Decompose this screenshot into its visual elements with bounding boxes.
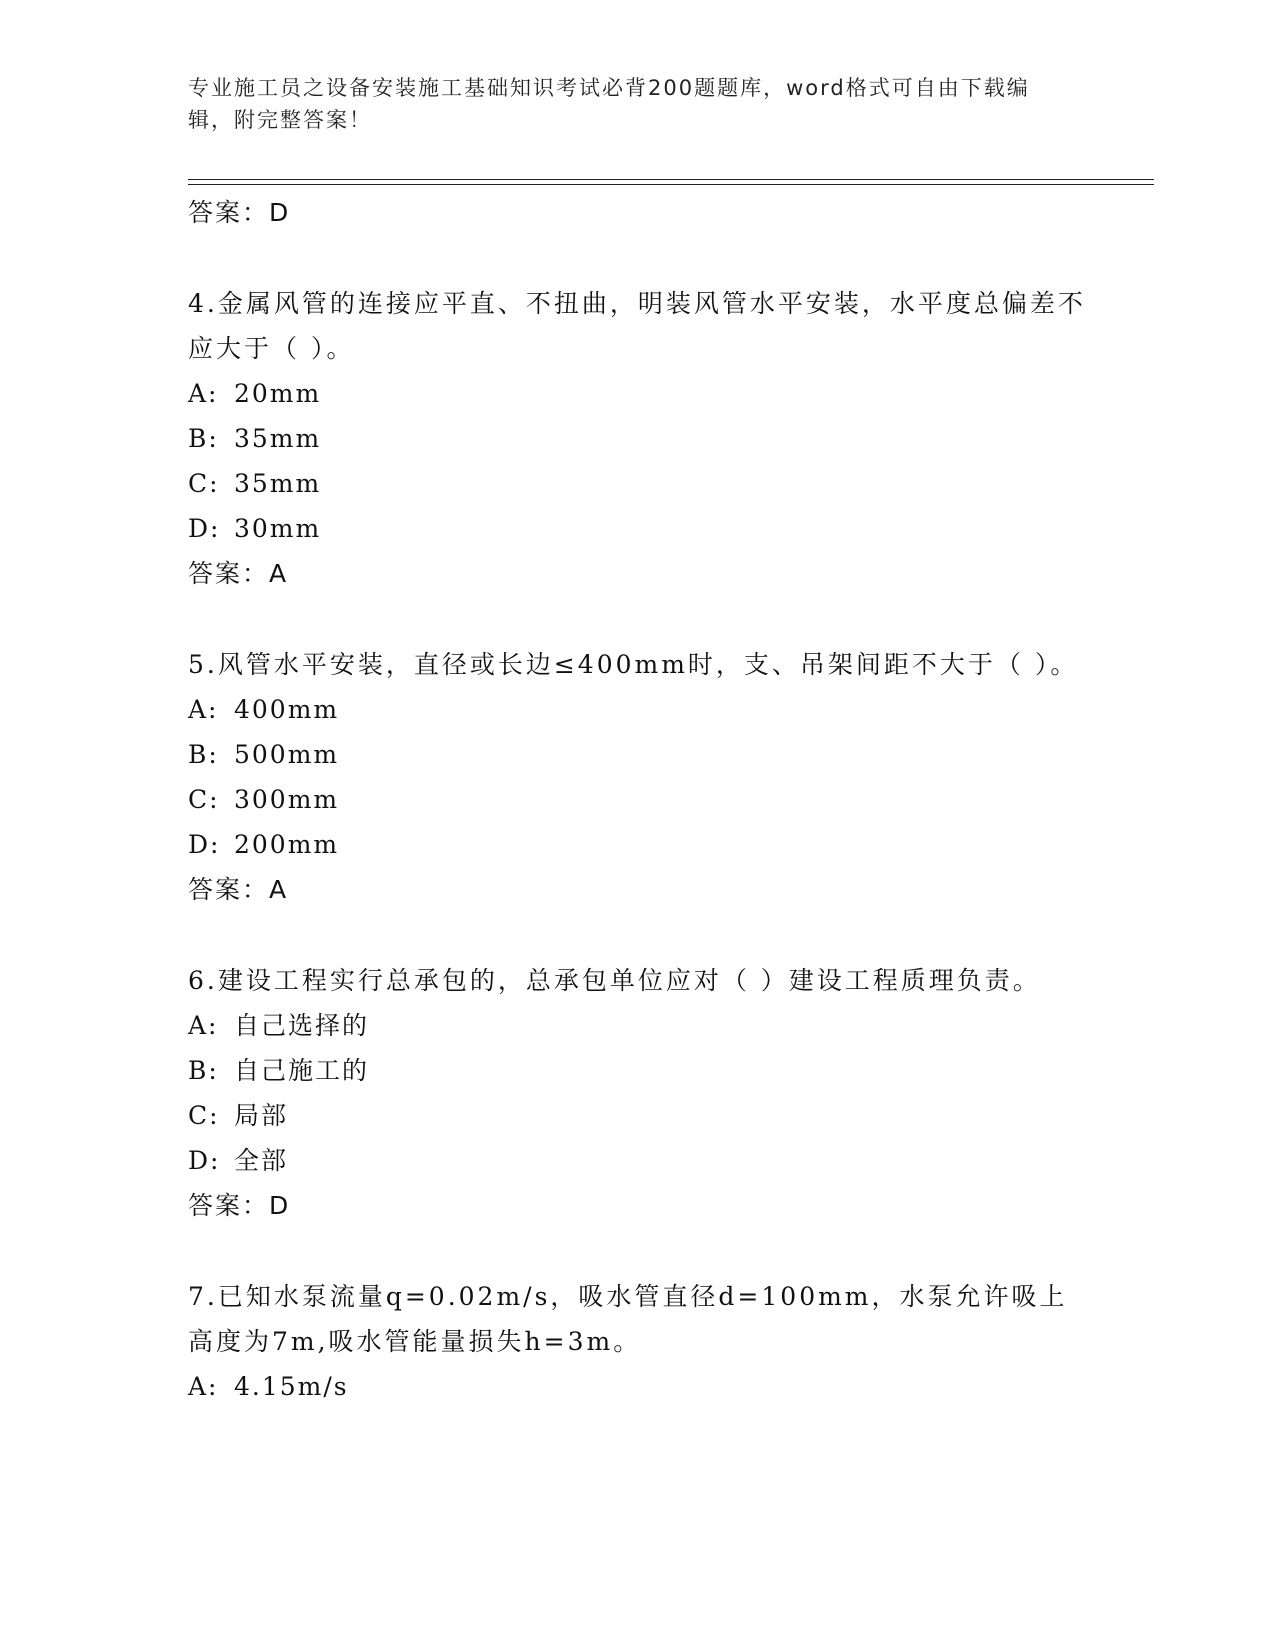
question-list (188, 190, 1088, 1409)
option-letter: B: (188, 740, 219, 769)
option-letter: A: (188, 1372, 219, 1401)
option-letter: A: (188, 1011, 219, 1040)
option-d (188, 1138, 1088, 1183)
option-letter: C: (188, 1101, 220, 1130)
answer-line: 答案：A (188, 875, 289, 904)
option-letter: A: (188, 695, 219, 724)
question-6 (188, 958, 1088, 1229)
option-text: 全部 (234, 1146, 289, 1175)
option-text: 35mm (234, 424, 322, 453)
question-stem: 6.建设工程实行总承包的，总承包单位应对（ ）建设工程质理负责。 (188, 966, 1041, 995)
option-letter: A: (188, 379, 219, 408)
option-text: 4.15m/s (234, 1372, 349, 1401)
option-letter: D: (188, 830, 221, 859)
question-5 (188, 642, 1088, 913)
option-c (188, 461, 1088, 506)
option-text: 局部 (234, 1101, 289, 1130)
option-b (188, 1048, 1088, 1093)
option-text: 自己选择的 (234, 1011, 370, 1040)
question-stem: 5.风管水平安装，直径或长边≤400mm时，支、吊架间距不大于（ ）。 (188, 650, 1079, 679)
question-4 (188, 281, 1088, 597)
option-d (188, 506, 1088, 551)
option-text: 35mm (234, 469, 322, 498)
option-letter: B: (188, 424, 219, 453)
option-text: 200mm (234, 830, 340, 859)
option-text: 30mm (234, 514, 322, 543)
option-text: 20mm (234, 379, 322, 408)
option-b (188, 732, 1088, 777)
question-7 (188, 1274, 1088, 1409)
option-letter: C: (188, 469, 220, 498)
document-header (188, 72, 1068, 136)
option-letter: D: (188, 1146, 221, 1175)
answer-line: 答案：D (188, 1191, 291, 1220)
option-text: 自己施工的 (234, 1056, 370, 1085)
answer-line: 答案：A (188, 559, 289, 588)
option-d (188, 822, 1088, 867)
question-stem: 7.已知水泵流量q=0.02m/s，吸水管直径d=100mm，水泵允许吸上高度为7m,吸水管能量损失h=3m。 (188, 1282, 1068, 1356)
option-letter: C: (188, 785, 220, 814)
question-stem: 4.金属风管的连接应平直、不扭曲，明装风管水平安装，水平度总偏差不应大于（ ）。 (188, 289, 1086, 363)
document-title: 专业施工员之设备安装施工基础知识考试必背200题题库，word格式可自由下载编辑，附完整答案！ (188, 76, 1030, 132)
option-b (188, 416, 1088, 461)
option-c (188, 777, 1088, 822)
option-a (188, 371, 1088, 416)
option-text: 400mm (234, 695, 340, 724)
answer-line: 答案：D (188, 198, 291, 227)
option-a (188, 1364, 1088, 1409)
option-letter: D: (188, 514, 221, 543)
option-c (188, 1093, 1088, 1138)
header-rule-bottom (188, 184, 1154, 185)
option-text: 300mm (234, 785, 340, 814)
option-letter: B: (188, 1056, 219, 1085)
header-rule-top (188, 179, 1154, 180)
option-a (188, 687, 1088, 732)
option-a (188, 1003, 1088, 1048)
option-text: 500mm (234, 740, 340, 769)
